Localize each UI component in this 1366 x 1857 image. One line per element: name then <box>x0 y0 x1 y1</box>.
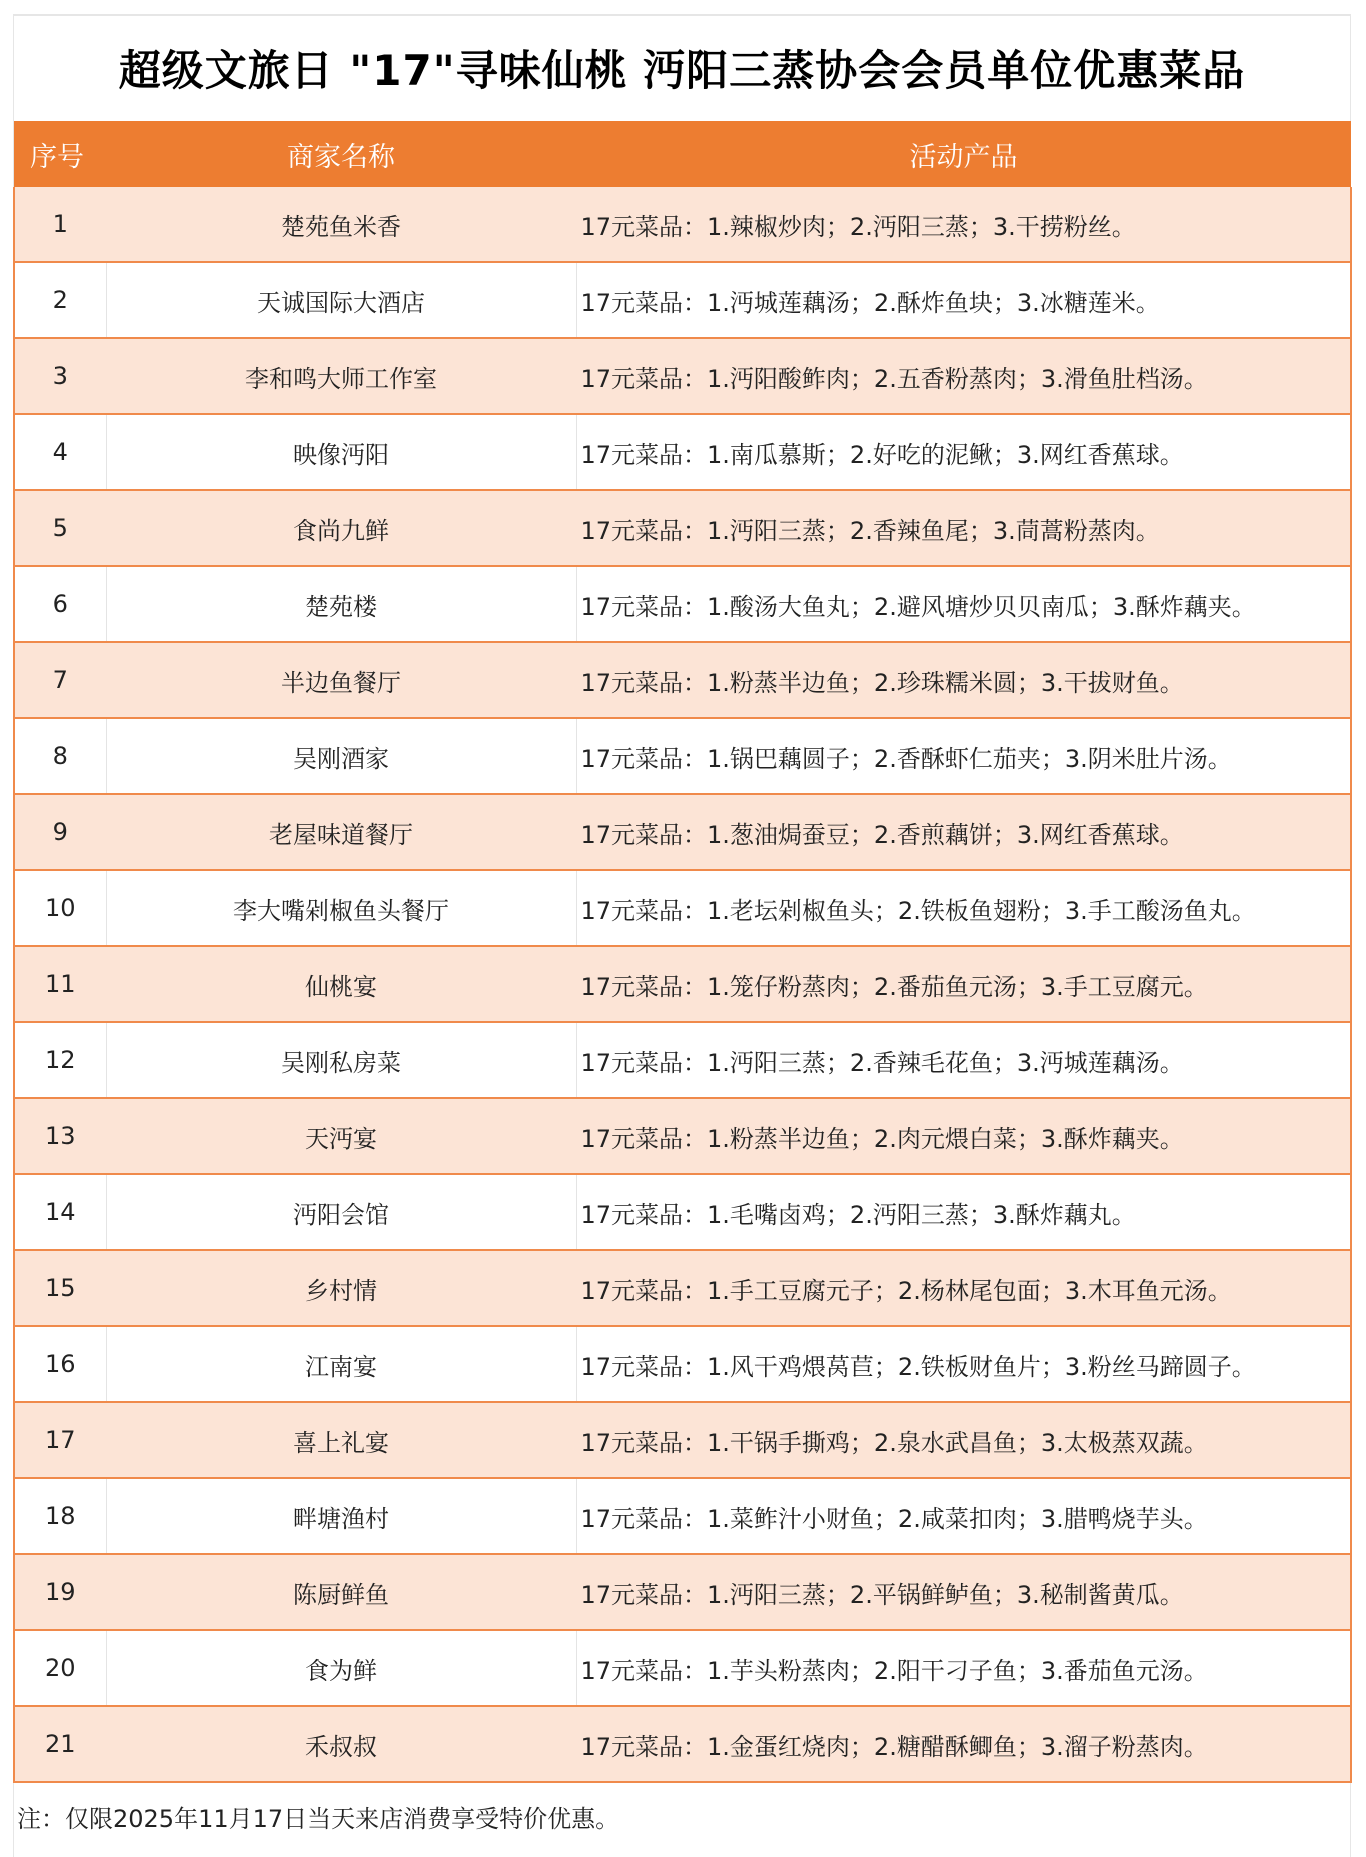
row-index: 4 <box>14 414 106 490</box>
promo-products: 17元菜品：1.锅巴藕圆子；2.香酥虾仁茄夹；3.阴米肚片汤。 <box>576 718 1351 794</box>
promo-products: 17元菜品：1.沔阳三蒸；2.香辣毛花鱼；3.沔城莲藕汤。 <box>576 1022 1351 1098</box>
table-row <box>14 1630 1351 1706</box>
promo-products: 17元菜品：1.沔阳三蒸；2.香辣鱼尾；3.茼蒿粉蒸肉。 <box>576 490 1351 566</box>
row-index: 11 <box>14 946 106 1022</box>
promo-products: 17元菜品：1.毛嘴卤鸡；2.沔阳三蒸；3.酥炸藕丸。 <box>576 1174 1351 1250</box>
merchant-name: 老屋味道餐厅 <box>106 794 576 870</box>
merchant-name: 吴刚私房菜 <box>106 1022 576 1098</box>
row-index: 9 <box>14 794 106 870</box>
promo-products: 17元菜品：1.葱油焗蚕豆；2.香煎藕饼；3.网红香蕉球。 <box>576 794 1351 870</box>
merchant-name: 楚苑楼 <box>106 566 576 642</box>
header-products: 活动产品 <box>576 121 1351 187</box>
row-index: 17 <box>14 1402 106 1478</box>
merchant-name: 李大嘴剁椒鱼头餐厅 <box>106 870 576 946</box>
merchant-name: 半边鱼餐厅 <box>106 642 576 718</box>
row-index: 14 <box>14 1174 106 1250</box>
row-index: 21 <box>14 1706 106 1782</box>
table-row <box>14 1022 1351 1098</box>
table-row <box>14 1706 1351 1782</box>
merchant-name: 食尚九鲜 <box>106 490 576 566</box>
table-row <box>14 870 1351 946</box>
row-index: 20 <box>14 1630 106 1706</box>
promo-products: 17元菜品：1.酸汤大鱼丸；2.避风塘炒贝贝南瓜；3.酥炸藕夹。 <box>576 566 1351 642</box>
table-row <box>14 1326 1351 1402</box>
row-index: 16 <box>14 1326 106 1402</box>
row-index: 6 <box>14 566 106 642</box>
table-row <box>14 1554 1351 1630</box>
table-row <box>14 1478 1351 1554</box>
row-index: 8 <box>14 718 106 794</box>
merchant-name: 江南宴 <box>106 1326 576 1402</box>
promo-products: 17元菜品：1.金蛋红烧肉；2.糖醋酥鲫鱼；3.溜子粉蒸肉。 <box>576 1706 1351 1782</box>
merchant-name: 映像沔阳 <box>106 414 576 490</box>
merchant-name: 李和鸣大师工作室 <box>106 338 576 414</box>
promo-products: 17元菜品：1.粉蒸半边鱼；2.珍珠糯米圆；3.干拔财鱼。 <box>576 642 1351 718</box>
row-index: 2 <box>14 262 106 338</box>
promo-products: 17元菜品：1.干锅手撕鸡；2.泉水武昌鱼；3.太极蒸双蔬。 <box>576 1402 1351 1478</box>
page-title: 超级文旅日 "17"寻味仙桃 沔阳三蒸协会会员单位优惠菜品 <box>118 45 1246 95</box>
table-row <box>14 338 1351 414</box>
merchant-name: 吴刚酒家 <box>106 718 576 794</box>
promo-products: 17元菜品：1.手工豆腐元子；2.杨林尾包面；3.木耳鱼元汤。 <box>576 1250 1351 1326</box>
merchant-name: 沔阳会馆 <box>106 1174 576 1250</box>
row-index: 13 <box>14 1098 106 1174</box>
row-index: 15 <box>14 1250 106 1326</box>
row-index: 19 <box>14 1554 106 1630</box>
row-index: 12 <box>14 1022 106 1098</box>
row-index: 5 <box>14 490 106 566</box>
promo-products: 17元菜品：1.芋头粉蒸肉；2.阳干刁子鱼；3.番茄鱼元汤。 <box>576 1630 1351 1706</box>
row-index: 7 <box>14 642 106 718</box>
table-header-row <box>14 121 1351 187</box>
merchant-name: 楚苑鱼米香 <box>106 187 576 262</box>
merchant-name: 食为鲜 <box>106 1630 576 1706</box>
merchant-name: 禾叔叔 <box>106 1706 576 1782</box>
promo-products: 17元菜品：1.粉蒸半边鱼；2.肉元煨白菜；3.酥炸藕夹。 <box>576 1098 1351 1174</box>
promo-products: 17元菜品：1.菜鲊汁小财鱼；2.咸菜扣肉；3.腊鸭烧芋头。 <box>576 1478 1351 1554</box>
promo-products: 17元菜品：1.沔阳酸鲊肉；2.五香粉蒸肉；3.滑鱼肚档汤。 <box>576 338 1351 414</box>
table-row <box>14 566 1351 642</box>
header-merchant: 商家名称 <box>106 121 576 187</box>
table-row <box>14 946 1351 1022</box>
merchant-name: 陈厨鲜鱼 <box>106 1554 576 1630</box>
row-index: 18 <box>14 1478 106 1554</box>
table-row <box>14 718 1351 794</box>
table-row <box>14 262 1351 338</box>
table-row <box>14 1250 1351 1326</box>
promo-products: 17元菜品：1.老坛剁椒鱼头；2.铁板鱼翅粉；3.手工酸汤鱼丸。 <box>576 870 1351 946</box>
merchant-name: 乡村情 <box>106 1250 576 1326</box>
table-row <box>14 794 1351 870</box>
table-row <box>14 414 1351 490</box>
row-index: 3 <box>14 338 106 414</box>
table-row <box>14 1174 1351 1250</box>
promo-products: 17元菜品：1.沔城莲藕汤；2.酥炸鱼块；3.冰糖莲米。 <box>576 262 1351 338</box>
merchant-name: 天诚国际大酒店 <box>106 262 576 338</box>
promo-products: 17元菜品：1.风干鸡煨莴苣；2.铁板财鱼片；3.粉丝马蹄圆子。 <box>576 1326 1351 1402</box>
row-index: 1 <box>14 187 106 262</box>
row-index: 10 <box>14 870 106 946</box>
table-row <box>14 642 1351 718</box>
merchant-name: 天沔宴 <box>106 1098 576 1174</box>
promo-products: 17元菜品：1.沔阳三蒸；2.平锅鲜鲈鱼；3.秘制酱黄瓜。 <box>576 1554 1351 1630</box>
dishes-table <box>13 121 1352 1783</box>
promo-products: 17元菜品：1.辣椒炒肉；2.沔阳三蒸；3.干捞粉丝。 <box>576 187 1351 262</box>
table-row <box>14 1098 1351 1174</box>
table-row <box>14 187 1351 262</box>
promo-products: 17元菜品：1.笼仔粉蒸肉；2.番茄鱼元汤；3.手工豆腐元。 <box>576 946 1351 1022</box>
merchant-name: 仙桃宴 <box>106 946 576 1022</box>
footnote: 注：仅限2025年11月17日当天来店消费享受特价优惠。 <box>17 1805 620 1833</box>
table-row <box>14 490 1351 566</box>
header-index: 序号 <box>14 121 106 187</box>
promo-products: 17元菜品：1.南瓜慕斯；2.好吃的泥鳅；3.网红香蕉球。 <box>576 414 1351 490</box>
table-row <box>14 1402 1351 1478</box>
merchant-name: 喜上礼宴 <box>106 1402 576 1478</box>
merchant-name: 畔塘渔村 <box>106 1478 576 1554</box>
